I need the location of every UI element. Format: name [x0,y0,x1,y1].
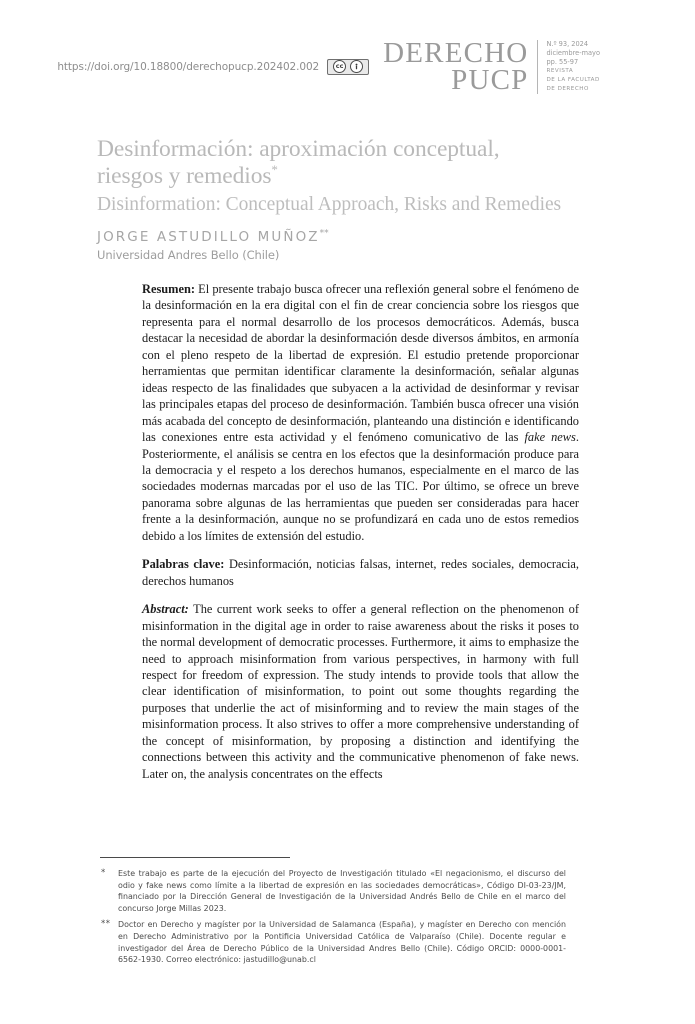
article-title-spanish [97,136,597,190]
abstract-spanish-italic-term: fake news [524,430,576,445]
publisher-line-1: REVISTA [546,67,574,74]
journal-title-line2: PUCP [451,63,529,96]
footnote-2-text: Doctor en Derecho y magíster por la Universidad de Salamanca (España), y magíster en Derecho con mención en Derecho Administrativo por la Pontificia Universidad Católica de Valparaíso (Chile). Docente regular e investigador del Área de Derecho Público de la Universidad Andres Bello (Chile). Código ORCID: 0000-0001-6562-1930. Correo electrónico: jastudillo@unab.cl [118,920,566,965]
abstract-english [142,601,579,782]
abstract-spanish-label: Resumen: [142,282,195,296]
article-title-english: Disinformation: Conceptual Approach, Risks and Remedies [97,193,562,215]
masthead [57,34,600,100]
journal-title [383,37,537,96]
footnote-2 [99,919,566,965]
footnote-1-text: Este trabajo es parte de la ejecución del Proyecto de Investigación titulado «El negacionismo, el discurso del odio y fake news como límite a la libertad de expresión en las sociedades democráticas», Código DI-03-23/JM, financiado por la Dirección General de Investigación de la Universidad Andrés Bello de Chile en el marco del concurso Jorge Millas 2023. [118,869,566,913]
publisher-line-2: DE LA FACULTAD [546,76,600,83]
abstract-spanish-text-part2: . Posteriormente, el análisis se centra en los efectos que la desinformación produce para la democracia y el respeto a los derechos humanos, especialmente en el marco de las sociedades modernas marcadas por el uso de las TIC. Por último, se ofrece un breve panorama sobre algunas de las herramientas que pueden ser consideradas para hacer frente a la desinformación, aunque no se profundizará en cada uno de estos remedios debido a los límites de extensión del estudio. [142,430,579,543]
author-name [97,229,597,245]
author-block [97,229,597,262]
footnotes [99,868,566,971]
keywords-spanish [142,556,579,589]
title-block [97,136,597,216]
doi-link[interactable]: https://doi.org/10.18800/derechopucp.202402.002 [57,61,320,73]
issue-pages: pp. 55-97 [546,58,579,67]
footnote-1 [99,868,566,914]
abstract-english-label: Abstract: [142,602,189,617]
abstract-column [142,281,579,794]
keywords-spanish-text: Desinformación, noticias falsas, internet, redes sociales, democracia, derechos humanos [142,557,579,588]
article-title-spanish-line2: riesgos y remedios [97,162,272,189]
creative-commons-badge[interactable] [327,59,369,75]
footnote-1-marker: * [101,868,106,878]
journal-title-line1: DERECHO [383,37,529,70]
issue-metadata [537,40,600,93]
cc-by-icon [350,60,363,73]
title-footnote-marker[interactable]: * [271,161,278,177]
author-affiliation: Universidad Andres Bello (Chile) [97,248,280,262]
author-name-text: JORGE ASTUDILLO MUÑOZ [97,229,320,245]
article-title-spanish-line1: Desinformación: aproximación conceptual, [97,136,500,162]
footnote-2-marker: ** [101,919,111,930]
issue-number: N.º 93, 2024 [546,40,589,49]
abstract-spanish-text-part1: El presente trabajo busca ofrecer una reflexión general sobre el fenómeno de la desinformación en la era digital con el fin de crear conciencia sobre los riesgos que representa para el normal desarrollo de los procesos democráticos. Además, busca destacar la necesidad de abordar la desinformación desde diversos ámbitos, en armonía con el pleno respeto de la libertad de expresión. El estudio pretende proporcionar herramientas que permitan identificar claramente la desinformación, señalar algunas ideas respecto de las finalidades que subyacen a la actividad de desinformar y revisar las principales etapas del proceso de desinformación. También busca ofrecer una visión más acabada del concepto de desinformación, planteando una distinción e identificando las conexiones entre esta actividad y el fenómeno comunicativo de las [142,282,579,445]
journal-brand [383,37,600,96]
footnote-divider [100,857,290,858]
keywords-spanish-label: Palabras clave: [142,557,225,572]
publisher-line-3: DE DERECHO [546,85,589,92]
author-footnote-marker[interactable]: ** [319,228,329,239]
cc-icon: cc [333,60,346,73]
abstract-spanish [142,281,579,544]
issue-months: diciembre-mayo [546,49,600,58]
abstract-english-text: The current work seeks to offer a general reflection on the phenomenon of misinformation in the digital age in order to raise awareness about the risks it poses to the normal development of democratic processes. Furthermore, it aims to emphasize the need to approach misinformation from various perspectives, in harmony with full respect for freedom of expression. The study intends to provide tools that allow the clear identification of misinformation, to point out some thoughts regarding the purposes that underlie the act of misinforming and to review the main stages of the misinformation process. It also strives to offer a more comprehensive understanding of the concept of misinformation, by proposing a distinction and identifying the connections between this activity and the communicative phenomenon of fake news. Later on, the analysis concentrates on the effects [142,602,579,781]
